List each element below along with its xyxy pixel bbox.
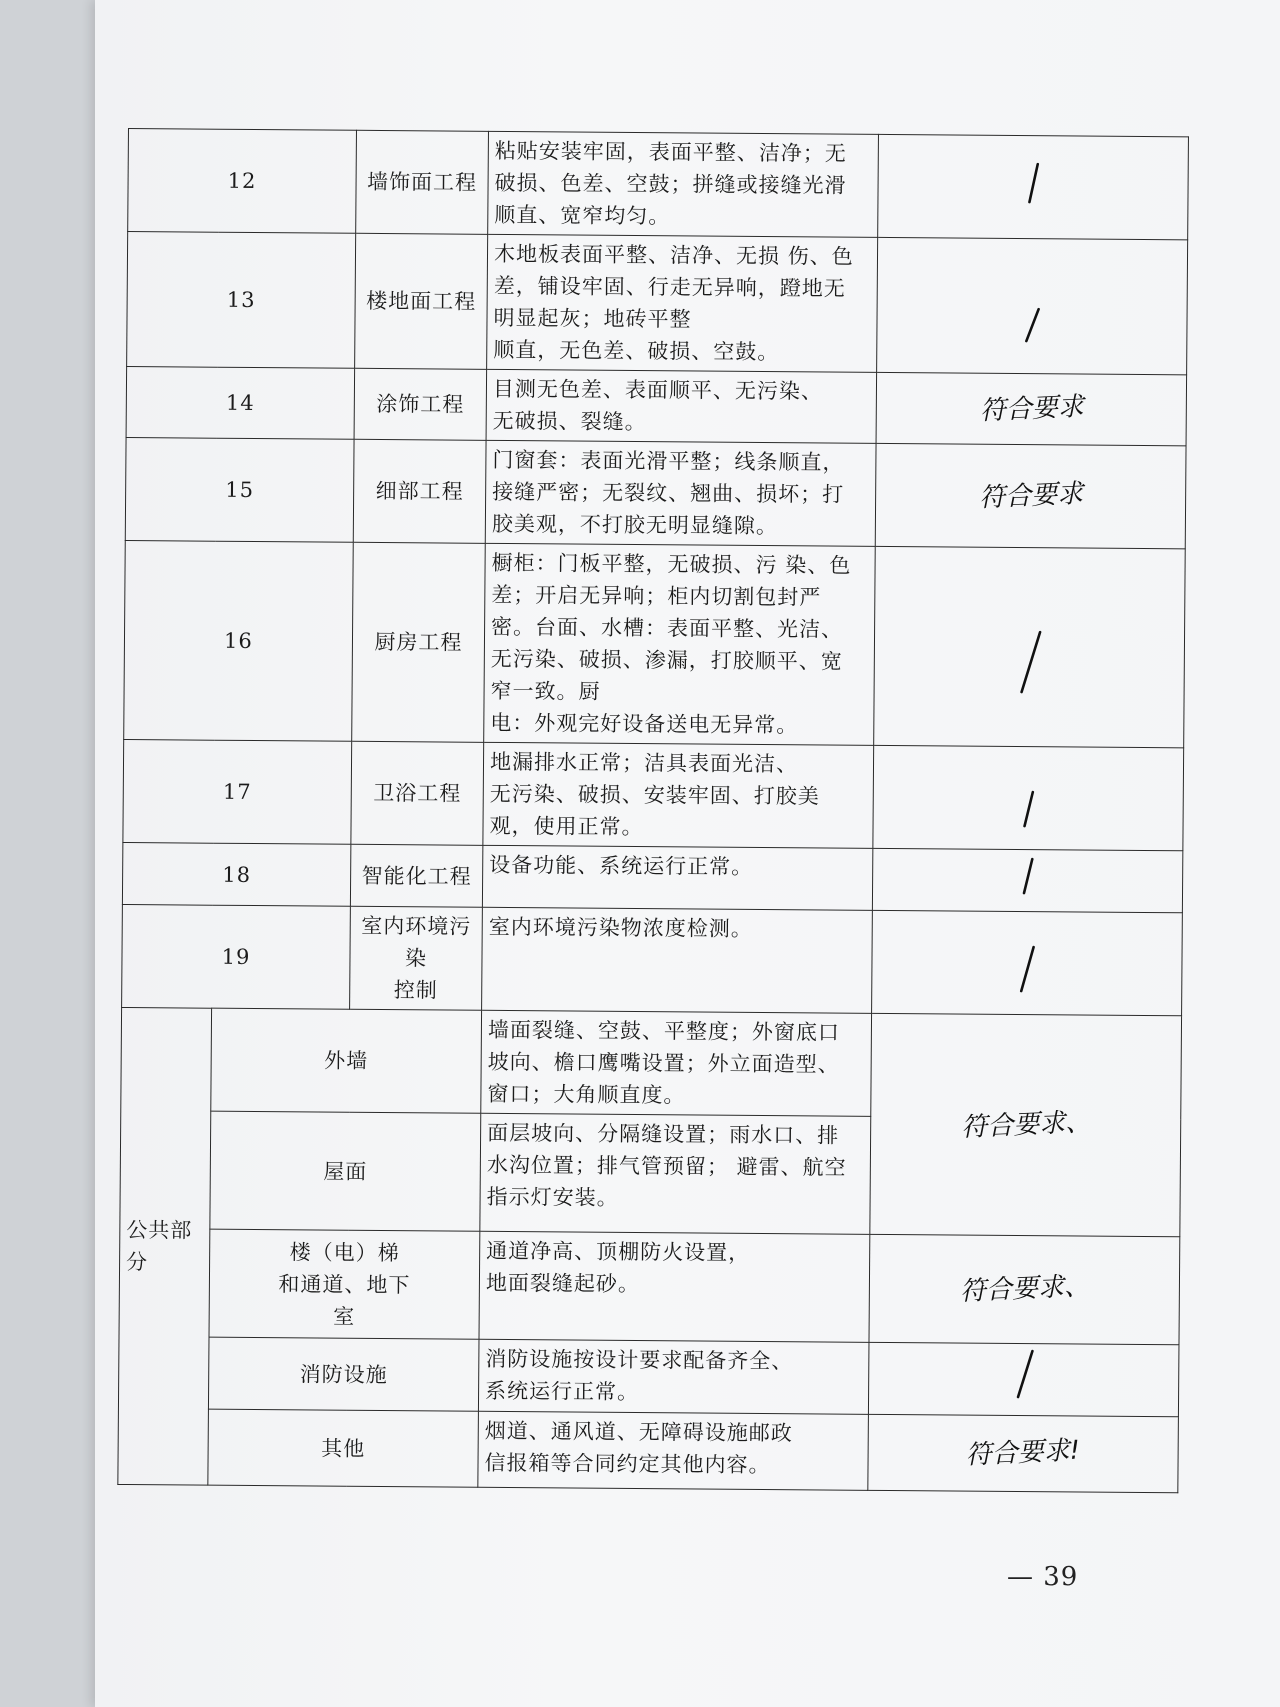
handwritten-result: 符合要求 — [978, 391, 1084, 426]
table-row — [127, 232, 1188, 375]
result-cell — [873, 745, 1184, 850]
slash-mark-icon — [1012, 298, 1052, 344]
item-name: 智能化工程 — [350, 844, 482, 907]
table-row — [123, 739, 1184, 850]
requirement-text: 面层坡向、分隔缝设置；雨水口、排 水沟位置；排气管预留； 避雷、航空 指示灯安装。 — [480, 1113, 871, 1234]
public-section-label: 公共部 分 — [118, 1007, 212, 1485]
table-row — [124, 540, 1186, 747]
handwritten-result: 符合要求! — [965, 1435, 1081, 1471]
row-number: 16 — [124, 540, 354, 741]
result-cell — [868, 1342, 1179, 1416]
requirement-text: 烟道、通风道、无障碍设施邮政 信报箱等合同约定其他内容。 — [478, 1411, 869, 1490]
table-row — [122, 842, 1182, 912]
slash-mark-icon — [1009, 627, 1050, 697]
result-cell — [875, 443, 1186, 548]
requirement-text: 墙面裂缝、空鼓、平整度；外窗底口 坡向、檐口鹰嘴设置；外立面造型、 窗口；大角顺直度。 — [481, 1010, 872, 1116]
inspection-table — [117, 128, 1189, 1493]
item-name: 楼地面工程 — [355, 233, 488, 369]
table-row — [126, 366, 1187, 445]
result-cell — [878, 134, 1189, 239]
item-name: 屋面 — [210, 1111, 481, 1231]
table-row — [125, 437, 1186, 548]
result-cell — [870, 1013, 1182, 1236]
requirement-text: 门窗套：表面光滑平整；线条顺直， 接缝严密；无裂纹、翘曲、损坏；打 胶美观，不打胶无明显缝隙。 — [485, 440, 876, 546]
requirement-text: 消防设施按设计要求配备齐全、 系统运行正常。 — [478, 1339, 869, 1414]
requirement-text: 粘贴安装牢固，表面平整、洁净；无 破损、色差、空鼓；拼缝或接缝光滑 顺直、宽窄均匀。 — [488, 131, 879, 237]
item-name: 其他 — [208, 1409, 479, 1487]
handwritten-result: 符合要求、 — [960, 1106, 1092, 1143]
handwritten-result: 符合要求、 — [958, 1271, 1091, 1307]
requirement-text: 目测无色差、表面顺平、无污染、 无破损、裂缝。 — [486, 369, 877, 443]
item-name: 墙饰面工程 — [356, 130, 489, 234]
requirement-text: 橱柜：门板平整，无破损、污 染、色 差；开启无异响；柜内切割包封严 密。台面、水槽：表面平整、光洁、 无污染、破损、渗漏，打胶顺平、宽 窄一致。厨 电：外观完好设备送电无异常。 — [484, 543, 876, 745]
row-number: 19 — [122, 904, 351, 1009]
item-name: 消防设施 — [208, 1337, 479, 1411]
table-row — [128, 129, 1189, 240]
requirement-text: 木地板表面平整、洁净、无损 伤、色 差，铺设牢固、行走无异响，蹬地无 明显起灰；地砖平整 顺直，无色差、破损、空鼓。 — [487, 234, 878, 372]
table-row — [119, 1228, 1180, 1344]
requirement-text: 室内环境污染物浓度检测。 — [482, 907, 873, 1013]
result-cell — [876, 372, 1187, 445]
item-name: 外墙 — [211, 1008, 482, 1113]
row-number: 17 — [123, 739, 352, 844]
row-number: 14 — [126, 366, 355, 439]
item-name: 细部工程 — [353, 439, 486, 543]
table-row — [122, 904, 1183, 1015]
item-name: 楼（电）梯 和通道、地下 室 — [209, 1229, 480, 1339]
slash-mark-icon — [1008, 785, 1048, 831]
table-row — [118, 1336, 1179, 1416]
handwritten-result: 符合要求 — [978, 478, 1084, 513]
result-cell — [877, 237, 1188, 374]
requirement-text: 通道净高、顶棚防火设置， 地面裂缝起砂。 — [479, 1231, 870, 1342]
row-number: 18 — [122, 842, 350, 906]
slash-mark-icon — [1007, 940, 1047, 996]
page-number: — 39 — [1007, 1562, 1079, 1592]
result-cell — [869, 1234, 1180, 1344]
row-number: 13 — [127, 232, 356, 369]
item-name: 卫浴工程 — [351, 741, 484, 845]
item-name: 涂饰工程 — [354, 368, 487, 440]
result-cell — [872, 848, 1182, 912]
slash-mark-icon — [1007, 853, 1047, 899]
table-row — [121, 1007, 1182, 1118]
row-number: 15 — [125, 437, 354, 542]
requirement-text: 设备功能、系统运行正常。 — [482, 845, 872, 910]
table-row — [118, 1408, 1179, 1492]
item-name: 厨房工程 — [352, 542, 486, 742]
requirement-text: 地漏排水正常；洁具表面光洁、 无污染、破损、安装牢固、打胶美 观，使用正常。 — [483, 742, 874, 848]
result-cell — [874, 546, 1186, 747]
slash-mark-icon — [1013, 159, 1053, 205]
item-name: 室内环境污染 控制 — [350, 906, 483, 1010]
result-cell — [868, 1414, 1179, 1492]
row-number: 12 — [128, 129, 357, 234]
slash-mark-icon — [1004, 1347, 1044, 1403]
result-cell — [872, 910, 1183, 1015]
